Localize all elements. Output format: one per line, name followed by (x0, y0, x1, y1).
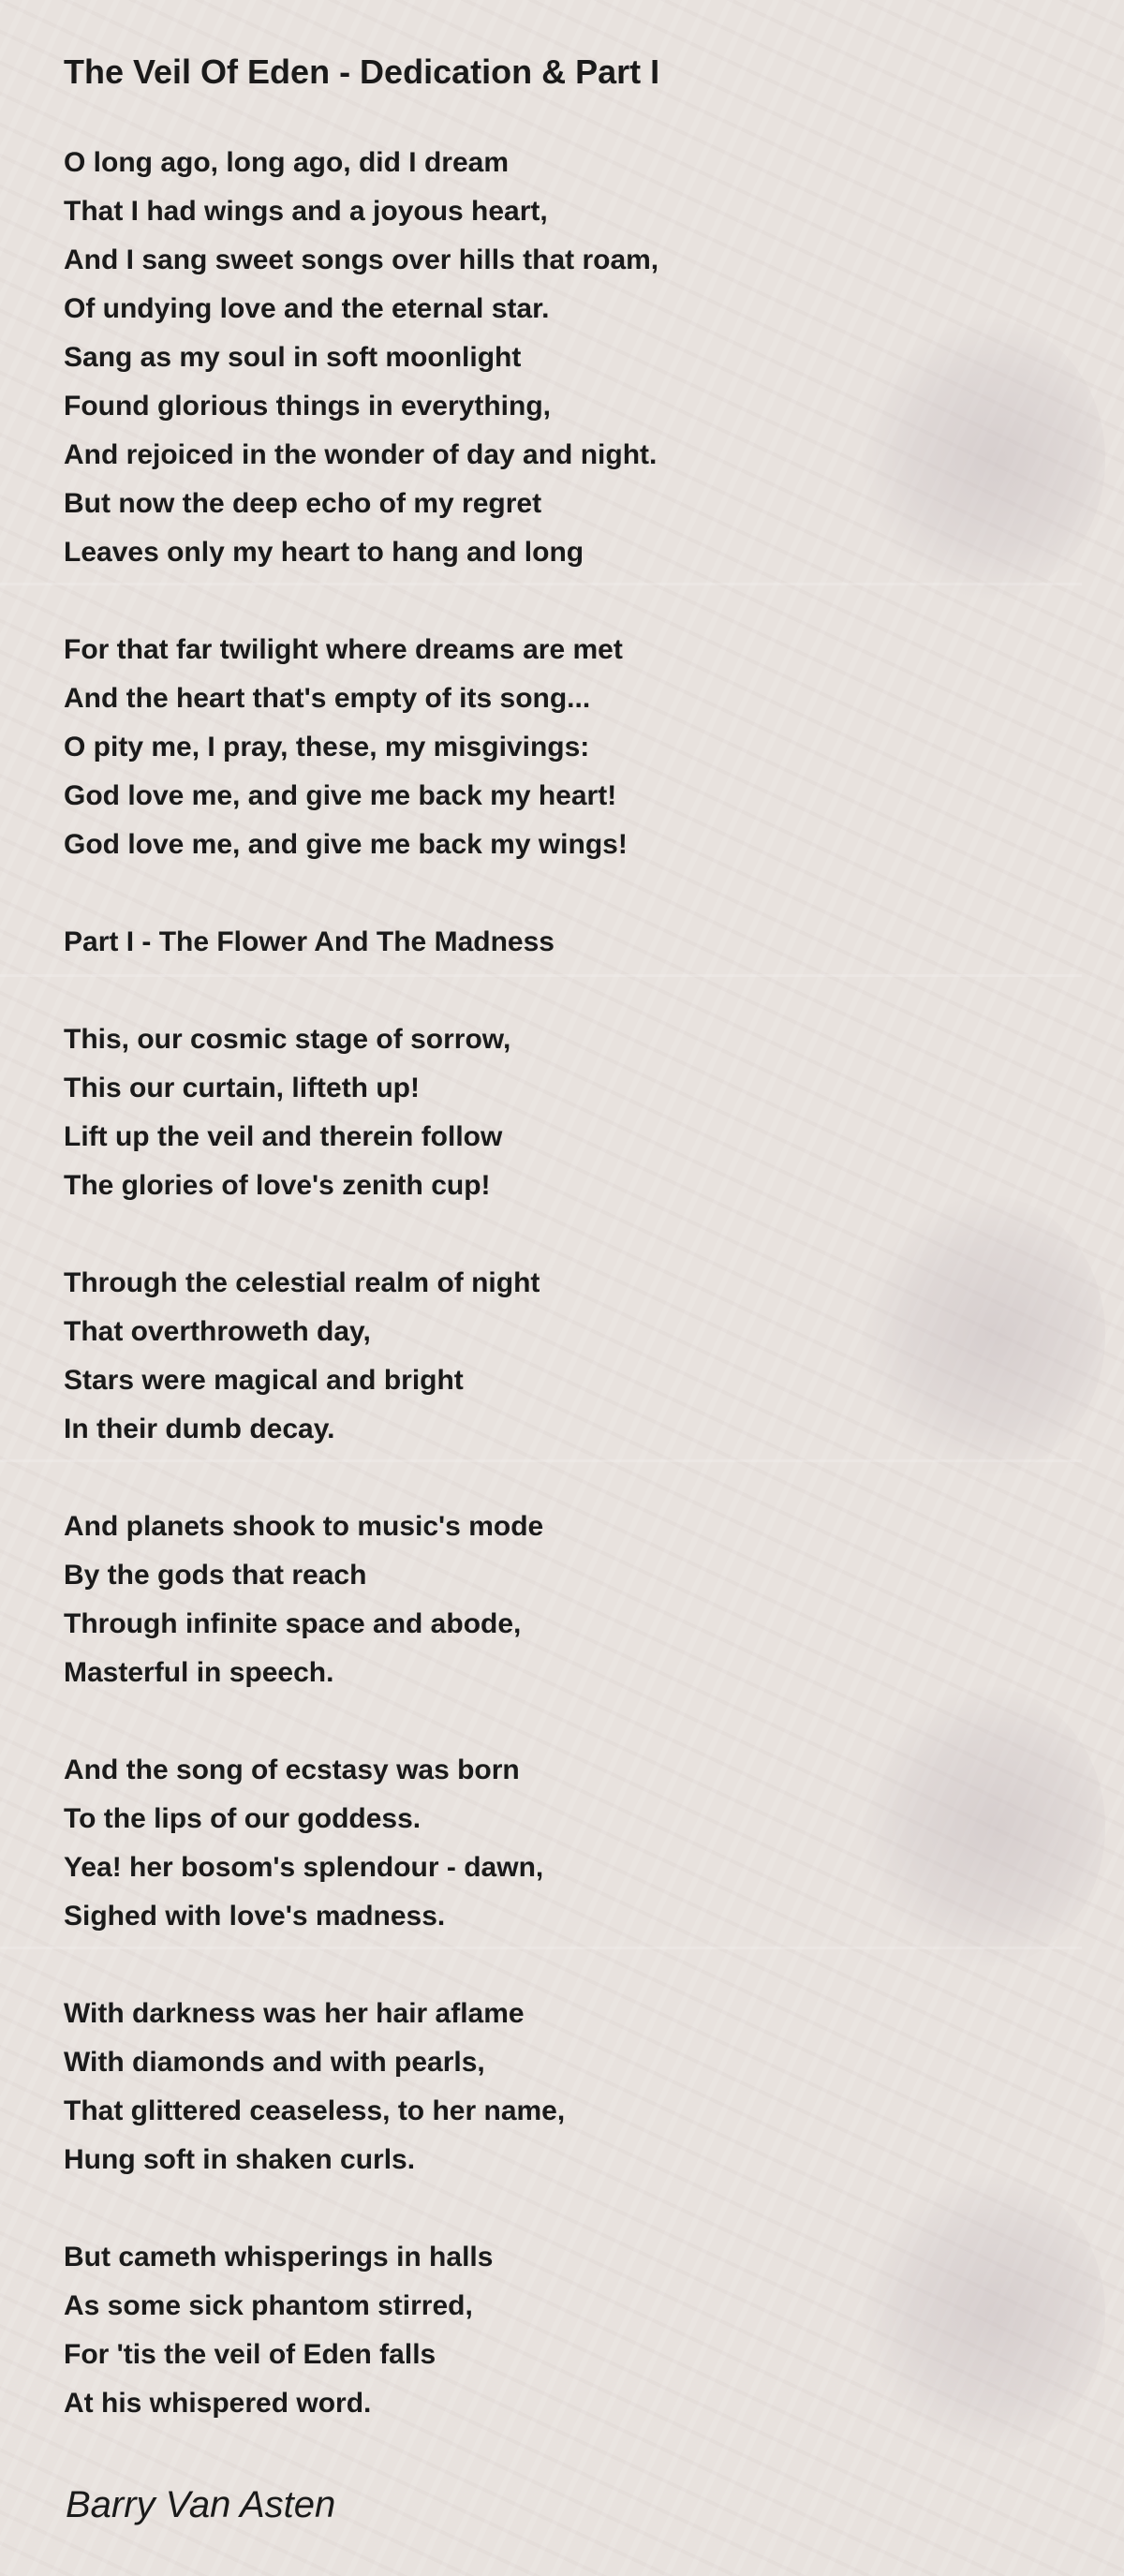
poem-line: Part I - The Flower And The Madness (64, 926, 555, 957)
poem-line: As some sick phantom stirred, (64, 2290, 473, 2321)
stanza (64, 1259, 1000, 1454)
poem-line: But now the deep echo of my regret (64, 488, 542, 519)
poem-line: That I had wings and a joyous heart, (64, 196, 548, 227)
poem-line: Masterful in speech. (64, 1657, 334, 1688)
poem-line: And I sang sweet songs over hills that roam, (64, 244, 659, 275)
poem-line: Through infinite space and abode, (64, 1608, 522, 1639)
poem-line: O pity me, I pray, these, my misgivings: (64, 732, 590, 762)
poem-line: And the song of ecstasy was born (64, 1754, 520, 1785)
poem-line: For 'tis the veil of Eden falls (64, 2339, 436, 2370)
part-heading (64, 918, 1000, 967)
stanza (64, 1015, 1000, 1210)
poem-line: And rejoiced in the wonder of day and night. (64, 439, 658, 470)
poem-body (64, 139, 1000, 2477)
poem-line: To the lips of our goddess. (64, 1803, 422, 1834)
stanza (64, 1746, 1000, 1941)
poem-title: The Veil Of Eden - Dedication & Part I (64, 52, 660, 91)
poem-line: But cameth whisperings in halls (64, 2242, 494, 2273)
poem-line: For that far twilight where dreams are met (64, 634, 623, 665)
stanza (64, 626, 1000, 869)
poem-line: Through the celestial realm of night (64, 1267, 540, 1298)
poem-line: Of undying love and the eternal star. (64, 293, 550, 324)
poem-line: And the heart that's empty of its song... (64, 683, 591, 714)
stanza (64, 1990, 1000, 2184)
poem-line: Lift up the veil and therein follow (64, 1121, 503, 1152)
poem-line: That glittered ceaseless, to her name, (64, 2095, 566, 2126)
stanza (64, 2233, 1000, 2428)
poem-line: Leaves only my heart to hang and long (64, 537, 584, 568)
poem-line: By the gods that reach (64, 1560, 367, 1591)
stanza (64, 1503, 1000, 1697)
poem-line: With darkness was her hair aflame (64, 1998, 525, 2029)
poem-line: And planets shook to music's mode (64, 1511, 544, 1542)
poem-line: Hung soft in shaken curls. (64, 2144, 416, 2175)
poem-line: Sang as my soul in soft moonlight (64, 342, 522, 373)
poem-line: That overthroweth day, (64, 1316, 371, 1347)
poem-line: Found glorious things in everything, (64, 391, 551, 422)
poem-line: Sighed with love's madness. (64, 1901, 446, 1932)
poem-line: God love me, and give me back my wings! (64, 829, 628, 860)
poem-line: This, our cosmic stage of sorrow, (64, 1024, 511, 1055)
poem-line: The glories of love's zenith cup! (64, 1170, 491, 1201)
poem-line: Stars were magical and bright (64, 1365, 464, 1396)
author-name: Barry Van Asten (66, 2484, 336, 2525)
poem-line: This our curtain, lifteth up! (64, 1073, 420, 1103)
poem-line: With diamonds and with pearls, (64, 2047, 485, 2078)
poem-line: Yea! her bosom's splendour - dawn, (64, 1852, 544, 1883)
stanza (64, 139, 1000, 577)
poem-line: O long ago, long ago, did I dream (64, 147, 510, 178)
poem-line: God love me, and give me back my heart! (64, 780, 617, 811)
poem-line: At his whispered word. (64, 2388, 372, 2419)
poem-line: In their dumb decay. (64, 1414, 335, 1444)
